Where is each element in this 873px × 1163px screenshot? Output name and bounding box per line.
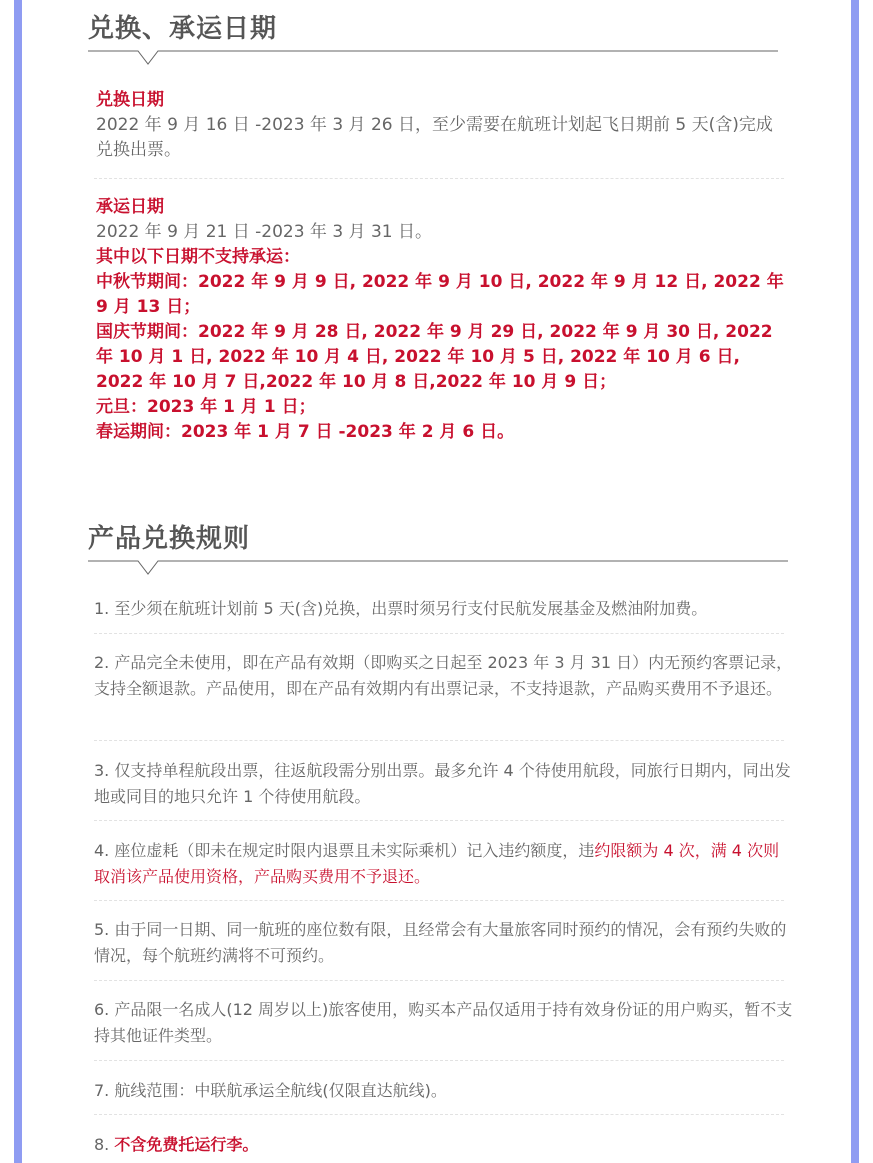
new-year-dates: 元旦：2023 年 1 月 1 日； — [96, 397, 316, 417]
divider — [94, 740, 784, 741]
header-underline — [88, 46, 778, 68]
divider — [94, 633, 784, 634]
exchange-heading: 兑换日期 — [96, 90, 164, 110]
carriage-text: 2022 年 9 月 21 日 -2023 年 3 月 31 日。 — [96, 222, 432, 242]
divider — [94, 980, 784, 981]
rule-3: 3. 仅支持单程航段出票，往返航段需分别出票。最多允许 4 个待使用航段，同旅行日期内，同出发地或同目的地只允许 1 个待使用航段。 — [94, 761, 791, 806]
exchange-date-block — [96, 88, 786, 163]
rule-2: 2. 产品完全未使用，即在产品有效期（即购买之日起至 2023 年 3 月 31 日）内无预约客票记录，支持全额退款。产品使用，即在产品有效期内有出票记录，不支持退款，产品购买费用不予退还。 — [94, 653, 793, 698]
divider — [94, 820, 784, 821]
unsupported-heading: 其中以下日期不支持承运： — [96, 247, 300, 267]
midautumn-dates: 中秋节期间：2022 年 9 月 9 日, 2022 年 9 月 10 日, 2022 年 9 月 12 日, 2022 年 9 月 13 日； — [96, 272, 784, 317]
rule-1: 1. 至少须在航班计划前 5 天(含)兑换，出票时须另行支付民航发展基金及燃油附加费。 — [94, 599, 708, 618]
exchange-text: 2022 年 9 月 16 日 -2023 年 3 月 26 日，至少需要在航班计划起飞日期前 5 天(含)完成兑换出票。 — [96, 115, 773, 160]
carriage-date-block — [96, 195, 786, 445]
divider — [94, 900, 784, 901]
header-underline — [88, 556, 788, 578]
rule-8 — [94, 1132, 794, 1158]
left-accent-bar — [14, 0, 22, 1163]
rule-8-highlight: 不含免费托运行李。 — [114, 1135, 259, 1154]
section-title: 产品兑换规则 — [88, 524, 251, 554]
section-title: 兑换、承运日期 — [88, 14, 278, 44]
divider — [94, 178, 784, 179]
right-accent-bar — [851, 0, 859, 1163]
spring-festival-dates: 春运期间：2023 年 1 月 7 日 -2023 年 2 月 6 日。 — [96, 422, 515, 442]
rule-5: 5. 由于同一日期、同一航班的座位数有限，且经常会有大量旅客同时预约的情况，会有预约失败的情况，每个航班约满将不可预约。 — [94, 920, 787, 965]
rule-4 — [94, 838, 794, 890]
carriage-heading: 承运日期 — [96, 197, 164, 217]
rule-7: 7. 航线范围：中联航承运全航线(仅限直达航线)。 — [94, 1081, 447, 1100]
national-day-dates: 国庆节期间：2022 年 9 月 28 日, 2022 年 9 月 29 日, 2022 年 9 月 30 日, 2022 年 10 月 1 日, 2022 年 10 月 4 日, 2022 年 10 月 5 日, 2022 年 10 月 6 日, 2022 年 10 月 7 日,2022 年 10 月 8 日,2022 年 10 月 9 日； — [96, 322, 773, 392]
rule-8-number: 8. — [94, 1135, 115, 1154]
divider — [94, 1060, 784, 1061]
divider — [94, 1114, 784, 1115]
rule-4-highlight: 约限额为 4 次，满 4 次则取消该产品使用资格，产品购买费用不予退还。 — [94, 841, 780, 886]
rule-6: 6. 产品限一名成人(12 周岁以上)旅客使用，购买本产品仅适用于持有效身份证的用户购买，暂不支持其他证件类型。 — [94, 1000, 793, 1045]
section-header-rules — [88, 518, 250, 555]
rule-4-text: 4. 座位虚耗（即未在规定时限内退票且未实际乘机）记入违约额度，违 — [94, 841, 595, 860]
section-header-dates — [88, 8, 277, 45]
